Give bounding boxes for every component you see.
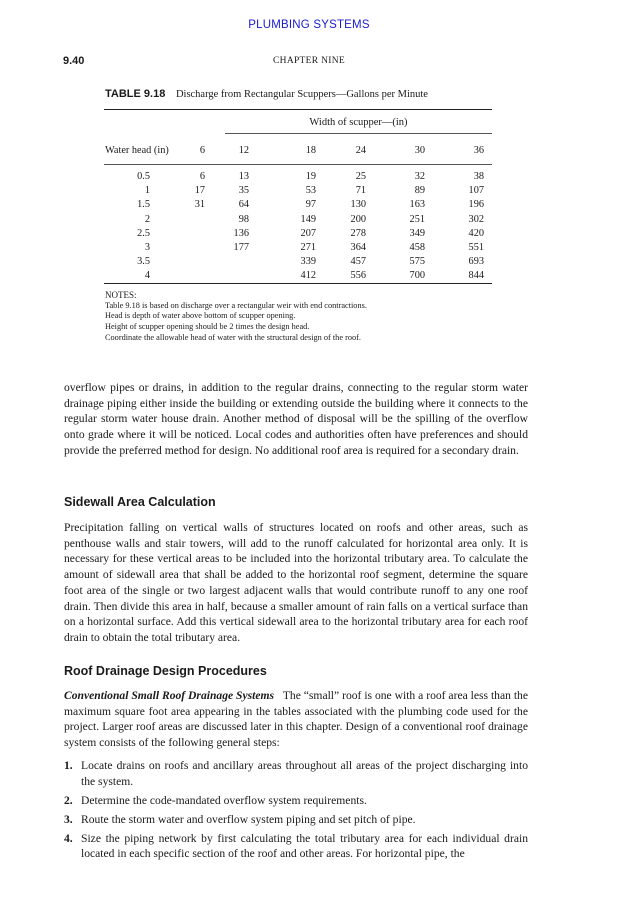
list-item: [64, 793, 528, 809]
table-notes: [105, 290, 495, 344]
column-header-water-head: Water head (in): [105, 145, 169, 156]
running-head: PLUMBING SYSTEMS: [248, 19, 370, 31]
roof-drainage-text: The “small” roof is one with a roof area less than the maximum square foot area appearing in the tables associated with the plumbing code used for the project. Larger roof areas are discussed later in this chapter. Design of a conventional roof drainage system consists of the following general steps:: [64, 689, 528, 750]
table-cell: 6: [199, 171, 205, 182]
table-cell: 458: [409, 242, 425, 253]
table-cell: 4: [144, 270, 150, 282]
table-cell: 1: [144, 185, 150, 197]
column-header-width-30: 30: [414, 145, 425, 156]
table-cell: 556: [350, 270, 366, 282]
table-cell: 35: [238, 185, 249, 197]
table-cell: 13: [238, 171, 249, 182]
table-cell: 2: [144, 213, 150, 225]
table-cell: 136: [233, 227, 249, 239]
step-text: Route the storm water and overflow system piping and set pitch of pipe.: [81, 812, 416, 826]
table-cell: 163: [409, 199, 425, 211]
table-cell: 364: [350, 242, 366, 253]
table-cell: 3.5: [137, 256, 150, 268]
table-cell: 196: [468, 199, 484, 211]
table-cell: 457: [350, 256, 366, 268]
table-cell: 420: [468, 227, 484, 239]
table-caption: [105, 88, 428, 100]
roof-drainage-paragraph: [64, 688, 528, 751]
table-cell: 278: [350, 227, 366, 239]
sidewall-paragraph: Precipitation falling on vertical walls of structures located on roofs and other areas, such as penthouse walls and stair towers, will add to the runoff calculated for horizontal area only. It is necessary for these vertical areas to be included into the horizontal tributary area. To calculate the amount of sidewall area that shall be added to the horizontal roof segment, determine the square foot area of the single or two largest adjacent walls that would contribute runoff to any one roof drain. Then divide this area in half, because a smaller amount of rain falls on a vertical surface than on a horizontal surface. Add this vertical sidewall area to the horizontal tributary area for each roof drain to obtain the total tributary area.: [64, 521, 528, 644]
table-cell: 551: [468, 242, 484, 253]
note-line: Height of scupper opening should be 2 times the design head.: [105, 322, 310, 332]
design-steps-list: [64, 758, 528, 866]
notes-title: NOTES:: [105, 290, 137, 300]
roof-drainage-heading: Roof Drainage Design Procedures: [64, 664, 267, 678]
step-number: 4.: [64, 831, 73, 845]
note-line: Coordinate the allowable head of water with the structural design of the roof.: [105, 332, 361, 342]
table-cell: 177: [233, 242, 249, 253]
table-cell: 98: [238, 213, 249, 225]
run-in-heading: Conventional Small Roof Drainage Systems: [64, 689, 275, 702]
chapter-title: CHAPTER NINE: [273, 56, 345, 66]
table-cell: 53: [305, 185, 316, 197]
step-number: 3.: [64, 812, 73, 826]
group-header-rule: [225, 133, 492, 134]
table-group-header: Width of scupper—(in): [309, 117, 408, 128]
table-cell: 107: [468, 185, 484, 197]
table-cell: 207: [300, 227, 316, 239]
table-cell: 844: [468, 270, 484, 282]
list-item: [64, 831, 528, 862]
step-number: 1.: [64, 759, 73, 772]
column-header-width-36: 36: [473, 145, 484, 156]
step-number: 2.: [64, 793, 73, 807]
note-line: Table 9.18 is based on discharge over a rectangular weir with end contractions.: [105, 300, 367, 310]
list-item: [64, 812, 528, 828]
table-cell: 693: [468, 256, 484, 268]
table-top-rule: [104, 109, 492, 110]
table-cell: 64: [238, 199, 249, 211]
page-number: 9.40: [63, 55, 85, 67]
step-text: Locate drains on roofs and ancillary areas throughout all areas of the project discharging into the system.: [81, 759, 528, 788]
table-cell: 38: [473, 171, 484, 182]
table-cell: 200: [350, 213, 366, 225]
table-cell: 3: [144, 242, 150, 253]
table-cell: 32: [414, 171, 425, 182]
table-cell: 271: [300, 242, 316, 253]
overflow-paragraph: overflow pipes or drains, in addition to the regular drains, connecting to the regular storm water drainage piping either inside the building or extending outside the building where it connects to the regular storm water house drain. Another method of disposal will be the spilling of the overflow onto grade where it will be noticed. Local codes and authorities often have preferences and should provide the preferred method for design. No additional roof area is required for a secondary drain.: [64, 381, 528, 457]
step-text: Size the piping network by first calculating the total tributary area for each individual drain located in each specific section of the roof and other areas. For horizontal pipe, the: [81, 831, 528, 861]
table-cell: 339: [300, 256, 316, 268]
table-cell: 302: [468, 213, 484, 225]
table-cell: 251: [409, 213, 425, 225]
table-cell: 19: [305, 171, 316, 182]
table-cell: 25: [355, 171, 366, 182]
table-title: Discharge from Rectangular Scuppers—Gallons per Minute: [175, 89, 428, 100]
table-cell: 71: [355, 185, 366, 197]
table-cell: 2.5: [137, 227, 150, 239]
column-header-width-6: 6: [199, 145, 205, 156]
table-cell: 89: [414, 185, 425, 197]
table-cell: 97: [305, 199, 316, 211]
column-header-width-18: 18: [305, 145, 316, 156]
column-header-width-24: 24: [355, 145, 366, 156]
table-cell: 149: [300, 213, 316, 225]
table-cell: 349: [409, 227, 425, 239]
table-header-rule: [104, 164, 492, 165]
table-label: TABLE 9.18: [105, 88, 166, 100]
table-cell: 130: [350, 199, 366, 211]
table-bottom-rule: [104, 283, 492, 284]
step-text: Determine the code-mandated overflow system requirements.: [81, 793, 367, 807]
table-cell: 700: [409, 270, 425, 282]
list-item: [64, 758, 528, 789]
sidewall-heading: Sidewall Area Calculation: [64, 495, 216, 509]
table-cell: 1.5: [137, 199, 150, 211]
table-cell: 17: [194, 185, 205, 197]
note-line: Head is depth of water above bottom of scupper opening.: [105, 311, 296, 321]
table-cell: 0.5: [137, 171, 150, 182]
table-cell: 575: [409, 256, 425, 268]
column-header-width-12: 12: [238, 145, 249, 156]
table-cell: 412: [300, 270, 316, 282]
table-cell: 31: [194, 199, 205, 211]
